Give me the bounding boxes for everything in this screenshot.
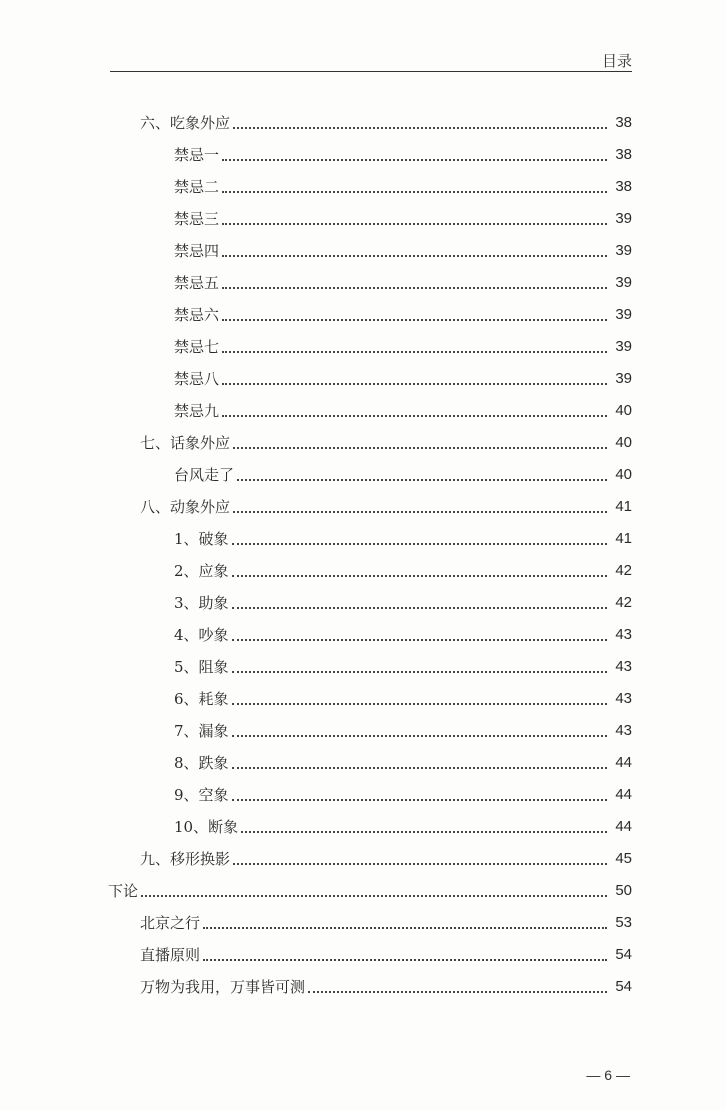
toc-entry[interactable] — [174, 518, 632, 550]
dot-leader — [222, 351, 607, 353]
toc-entry-page: 45 — [615, 850, 632, 867]
dot-leader — [232, 671, 607, 673]
dot-leader — [233, 447, 607, 449]
toc-entry-page: 39 — [615, 242, 632, 259]
toc-entry-title: 4、吵象 — [174, 626, 229, 644]
page-number: — 6 — — [586, 1067, 630, 1083]
toc-entry[interactable] — [174, 166, 632, 198]
toc-entry[interactable] — [140, 486, 632, 518]
toc-entry[interactable] — [140, 838, 632, 870]
dot-leader — [222, 191, 607, 193]
toc-entry[interactable] — [140, 966, 632, 998]
dot-leader — [232, 575, 607, 577]
dot-leader — [308, 991, 607, 993]
toc-entry-title: 禁忌八 — [174, 370, 220, 388]
toc-entry-title: 禁忌九 — [174, 402, 220, 420]
dot-leader — [203, 959, 607, 961]
toc-entry-page: 40 — [615, 466, 632, 483]
toc-entry-title: 9、空象 — [174, 786, 229, 804]
toc-entry[interactable] — [174, 262, 632, 294]
dot-leader — [222, 383, 607, 385]
toc-entry-title: 8、跌象 — [174, 754, 229, 772]
dot-leader — [222, 255, 607, 257]
toc-entry-page: 43 — [615, 626, 632, 643]
toc-entry-title: 禁忌三 — [174, 210, 220, 228]
toc-entry[interactable] — [174, 550, 632, 582]
header-rule — [110, 71, 632, 72]
toc-entry[interactable] — [174, 294, 632, 326]
toc-entry[interactable] — [174, 614, 632, 646]
toc-entry-title: 七、话象外应 — [140, 434, 231, 452]
toc-entry[interactable] — [140, 934, 632, 966]
toc-entry-page: 39 — [615, 338, 632, 355]
toc-entry-title: 禁忌六 — [174, 306, 220, 324]
toc-entry-title: 10、断象 — [174, 818, 239, 836]
toc-entry[interactable] — [174, 134, 632, 166]
toc-entry-page: 41 — [615, 530, 632, 547]
toc-entry-page: 39 — [615, 274, 632, 291]
dot-leader — [232, 639, 607, 641]
toc-entry-title: 禁忌七 — [174, 338, 220, 356]
toc-entry-page: 42 — [615, 594, 632, 611]
toc-entry[interactable] — [174, 358, 632, 390]
toc-entry-title: 禁忌一 — [174, 146, 220, 164]
dot-leader — [222, 319, 607, 321]
toc-entry[interactable] — [174, 198, 632, 230]
toc-entry-title: 北京之行 — [140, 914, 201, 932]
dot-leader — [233, 127, 607, 129]
dot-leader — [222, 159, 607, 161]
toc-entry-page: 38 — [615, 146, 632, 163]
toc-entry[interactable] — [174, 806, 632, 838]
toc-entry-title: 万物为我用，万事皆可测 — [140, 978, 306, 996]
toc-entry[interactable] — [174, 582, 632, 614]
toc-entry-page: 43 — [615, 722, 632, 739]
toc-entry-title: 台风走了 — [174, 466, 235, 484]
toc-entry-title: 2、应象 — [174, 562, 229, 580]
dot-leader — [222, 223, 607, 225]
dot-leader — [232, 607, 607, 609]
toc-entry-page: 41 — [615, 498, 632, 515]
dot-leader — [203, 927, 607, 929]
dot-leader — [232, 703, 607, 705]
toc-entry-page: 44 — [615, 818, 632, 835]
toc-entry-title: 直播原则 — [140, 946, 201, 964]
toc-entry-page: 43 — [615, 658, 632, 675]
running-header: 目录 — [601, 52, 632, 70]
toc-entry[interactable] — [174, 454, 632, 486]
toc-entry[interactable] — [140, 422, 632, 454]
toc-entry-title: 八、动象外应 — [140, 498, 231, 516]
dot-leader — [233, 511, 607, 513]
dot-leader — [232, 543, 607, 545]
toc-entry-title: 6、耗象 — [174, 690, 229, 708]
toc-entry-page: 39 — [615, 210, 632, 227]
dot-leader — [241, 831, 607, 833]
toc-entry-page: 44 — [615, 754, 632, 771]
toc-entry[interactable] — [174, 710, 632, 742]
toc-entry[interactable] — [174, 742, 632, 774]
toc-entry-page: 40 — [615, 434, 632, 451]
toc-entry-page: 38 — [615, 178, 632, 195]
dot-leader — [233, 863, 607, 865]
toc-entry-title: 禁忌五 — [174, 274, 220, 292]
toc-entry-page: 44 — [615, 786, 632, 803]
toc-entry-page: 42 — [615, 562, 632, 579]
toc-entry[interactable] — [174, 230, 632, 262]
dot-leader — [232, 767, 607, 769]
dot-leader — [237, 479, 607, 481]
dot-leader — [141, 895, 607, 897]
toc-entry-page: 39 — [615, 370, 632, 387]
dot-leader — [232, 799, 607, 801]
toc-entry[interactable] — [140, 902, 632, 934]
toc-entry[interactable] — [108, 870, 632, 902]
toc-entry-page: 53 — [615, 914, 632, 931]
toc-entry-page: 38 — [615, 114, 632, 131]
toc-entry[interactable] — [174, 390, 632, 422]
dot-leader — [222, 415, 607, 417]
dot-leader — [232, 735, 607, 737]
toc-entry[interactable] — [174, 774, 632, 806]
toc-entry-page: 40 — [615, 402, 632, 419]
toc-entry-page: 54 — [615, 946, 632, 963]
toc-entry-page: 54 — [615, 978, 632, 995]
toc-entry-title: 1、破象 — [174, 530, 229, 548]
toc-entry-page: 39 — [615, 306, 632, 323]
toc-entry-title: 7、漏象 — [174, 722, 229, 740]
toc-entry-title: 5、阻象 — [174, 658, 229, 676]
toc-entry[interactable] — [174, 646, 632, 678]
toc-entry[interactable] — [174, 326, 632, 358]
toc-entry-title: 禁忌四 — [174, 242, 220, 260]
toc-entry-page: 50 — [615, 882, 632, 899]
toc-entry-page: 43 — [615, 690, 632, 707]
toc-entry-title: 3、助象 — [174, 594, 229, 612]
toc-entry[interactable] — [174, 678, 632, 710]
toc-entry-title: 下论 — [108, 882, 139, 900]
toc-entry-title: 九、移形换影 — [140, 850, 231, 868]
toc-entry-title: 禁忌二 — [174, 178, 220, 196]
toc-entry-title: 六、吃象外应 — [140, 114, 231, 132]
dot-leader — [222, 287, 607, 289]
toc-entry[interactable] — [140, 102, 632, 134]
